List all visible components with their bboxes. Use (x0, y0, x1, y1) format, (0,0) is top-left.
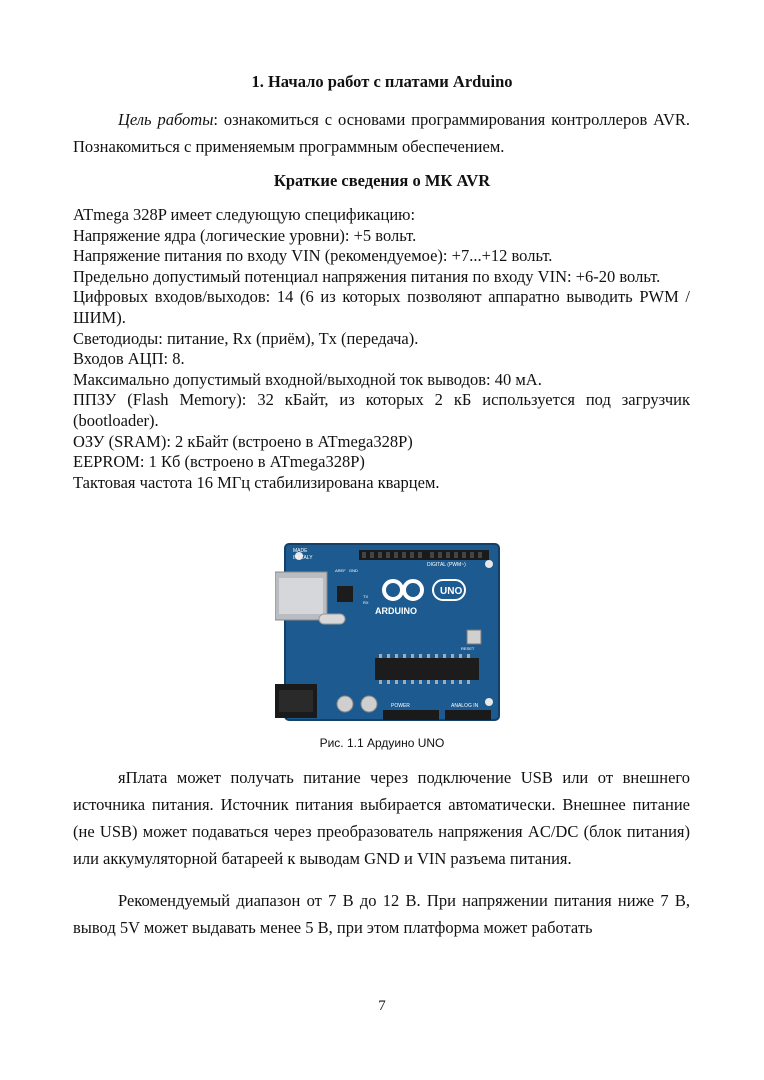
spec-line: Светодиоды: питание, Rx (приём), Tx (передача). (73, 328, 419, 348)
spec-line: Напряжение питания по входу VIN (рекомендуемое): +7...+12 вольт. (73, 246, 553, 266)
goal-text: : ознакомиться с основами программирования контроллеров AVR. Познакомиться с применяемым программным обеспечением. (73, 110, 690, 156)
spec-line: Цифровых входов/выходов: 14 (6 из которых позволяют аппаратно выводить PWM / ШИМ). (73, 287, 690, 327)
board-gnd-text: GND (349, 568, 358, 573)
spec-line: Напряжение ядра (логические уровни): +5 вольт. (73, 225, 417, 245)
board-power-text: POWER (391, 703, 410, 709)
board-analog-text: ANALOG IN (451, 703, 479, 709)
board-digital-text: DIGITAL (PWM~) (427, 562, 466, 568)
goal-paragraph (73, 106, 690, 160)
body-paragraph: Рекомендуемый диапазон от 7 В до 12 В. При напряжении питания ниже 7 В, вывод 5V может выдавать менее 5 В, при этом платформа может работать (73, 891, 690, 937)
subsection-heading: Краткие сведения о МК AVR (273, 171, 491, 190)
spec-line: ППЗУ (Flash Memory): 32 кБайт, из которых 2 кБ используется под загрузчик (bootloader). (73, 390, 690, 430)
spec-line: Входов АЦП: 8. (73, 349, 185, 369)
figure-caption: Рис. 1.1 Ардуино UNO (319, 736, 445, 750)
board-reset-text: RESET (461, 646, 475, 651)
spec-line: ATmega 328P имеет следующую спецификацию: (73, 205, 416, 224)
board-model-text: UNO (440, 586, 463, 597)
board-rx-text: RX (363, 600, 369, 605)
goal-label: Цель работы (118, 110, 214, 129)
board-brand-text: ARDUINO (375, 606, 417, 616)
spec-line: Тактовая частота 16 МГц стабилизирована кварцем. (73, 472, 440, 492)
board-made-text: MADE (293, 548, 308, 554)
page-number: 7 (378, 998, 386, 1014)
board-tx-text: TX (363, 594, 369, 599)
board-italy-text: IN ITALY (293, 555, 313, 561)
spec-line: ОЗУ (SRAM): 2 кБайт (встроено в ATmega328P) (73, 431, 413, 451)
arduino-board-image (275, 542, 501, 722)
spec-list (73, 205, 690, 493)
spec-line: Максимально допустимый входной/выходной ток выводов: 40 мА. (73, 369, 542, 389)
board-aref-text: AREF (335, 568, 346, 573)
spec-line: Предельно допустимый потенциал напряжения питания по входу VIN: +6-20 вольт. (73, 266, 661, 286)
spec-line: EEPROM: 1 Кб (встроено в ATmega328P) (73, 452, 365, 472)
section-heading: 1. Начало работ с платами Arduino (251, 72, 513, 91)
body-paragraph: яПлата может получать питание через подключение USB или от внешнего источника питания. Источник питания выбирается автоматически. Внешнее питание (не USB) может подаваться через преобразователь напряжения AC/DC (блок питания) или аккумуляторной батареей к выводам GND и VIN разъема питания. (73, 768, 690, 868)
